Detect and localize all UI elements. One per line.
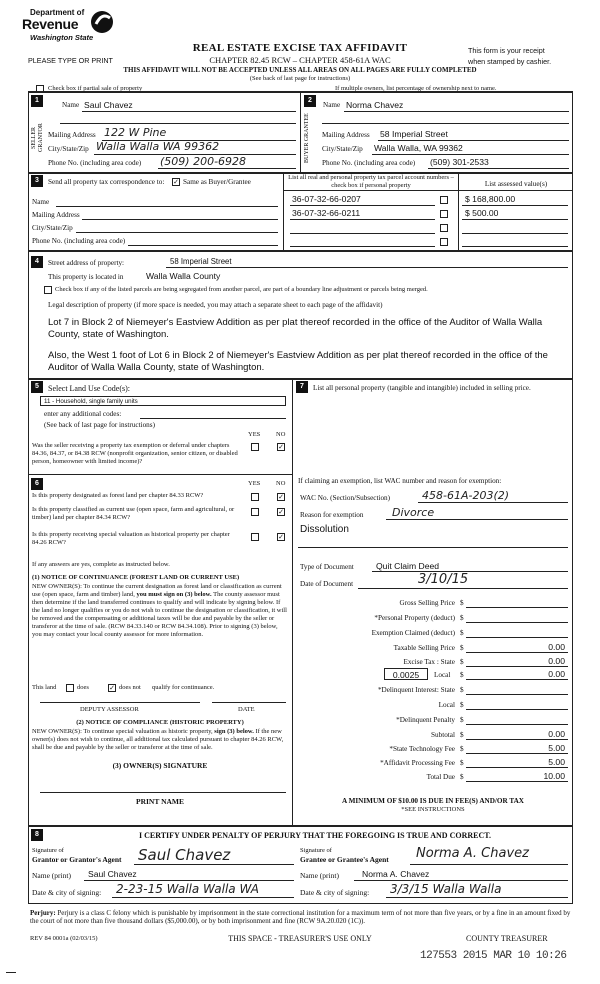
notice-compliance-text: NEW OWNER(S): To continue special valuation as historic property, sign (3) below. If the new owner(s) does not wish to continue, all additional tax calculated pursuant to chapter 84.26 RCW, shall be due and payable by the seller or transferor at the time of sale. bbox=[32, 728, 284, 751]
current-use-no-checkbox[interactable]: ✓ bbox=[278, 508, 284, 516]
buyer-name-label: Name bbox=[323, 101, 341, 109]
dollar-sign: $ bbox=[460, 731, 464, 739]
agency-logo bbox=[8, 6, 118, 50]
exemption-yes-checkbox[interactable] bbox=[251, 443, 259, 451]
wac-label: WAC No. (Section/Subsection) bbox=[300, 494, 391, 502]
forest-no-checkbox[interactable]: ✓ bbox=[278, 493, 284, 501]
seller-mailing-label: Mailing Address bbox=[48, 131, 96, 139]
receipt-note-2: when stamped by cashier. bbox=[468, 57, 552, 66]
deputy-assessor-label: DEPUTY ASSESSOR bbox=[80, 706, 139, 713]
buyer-mailing: 58 Imperial Street bbox=[380, 129, 448, 139]
assessed-header: List assessed value(s) bbox=[484, 180, 548, 188]
reason-label: Reason for exemption bbox=[300, 511, 364, 519]
exemption-claimed-label: Exemption Claimed (deduct) bbox=[371, 629, 455, 637]
affidavit-fee-label: *Affidavit Processing Fee bbox=[380, 759, 455, 767]
segregated-label: Check box if any of the listed parcels are being segregated from another parcel, are part of a boundary line adjustment or parcels being merged. bbox=[55, 286, 428, 293]
s6-yes-header: YES bbox=[248, 480, 261, 487]
notice-continuance-text: NEW OWNER(S): To continue the current designation as forest land or classification as current use (open space, farm and timber) land, you must sign on (3) below. The county assessor must then determine if the land transferred continues to qualify and will indicate by signing below. If the land no longer qualifies or you do not wish to continue the designation or classification, it will be removed and the compensating or additional taxes will be due and payable by the seller or transferor at the time of sale. (RCW 84.33.140 or RCW 84.34.108). Prior to signing (3) below, you may contact your local county assessor for more information. bbox=[32, 583, 287, 638]
doc-date-label: Date of Document bbox=[300, 580, 354, 588]
local-rate: 0.0025 bbox=[392, 670, 420, 680]
dollar-sign: $ bbox=[460, 773, 464, 781]
located-label: This property is located in bbox=[48, 273, 124, 281]
owner-signature-label: (3) OWNER(S) SIGNATURE bbox=[112, 761, 208, 770]
street-address: 58 Imperial Street bbox=[170, 257, 232, 266]
forest-yes-checkbox[interactable] bbox=[251, 493, 259, 501]
seller-phone-label: Phone No. (including area code) bbox=[48, 159, 142, 167]
assessed-value: $ 168,800.00 bbox=[465, 194, 516, 204]
section-1-number: 1 bbox=[31, 95, 43, 107]
wac-number: 458-61A-203(2) bbox=[422, 489, 510, 502]
grantee-name: Norma A. Chavez bbox=[362, 869, 430, 879]
historic-question: Is this property receiving special valuation as historical property per chapter 84.26 RCW? bbox=[32, 531, 230, 546]
buyer-phone-label: Phone No. (including area code) bbox=[322, 159, 416, 167]
parcel-header: List all real and personal property tax parcel account numbers – check box if personal property bbox=[288, 174, 454, 189]
buyer-mailing-label: Mailing Address bbox=[322, 131, 370, 139]
grantee-name-label: Name (print) bbox=[300, 871, 339, 880]
agency-line1: Department of bbox=[30, 8, 85, 17]
grantee-sig-label-2: Grantee or Grantee's Agent bbox=[300, 855, 389, 864]
corr-city-label: City/State/Zip bbox=[32, 224, 73, 232]
grantor-name-label: Name (print) bbox=[32, 871, 71, 880]
section-2-number: 2 bbox=[304, 95, 316, 107]
buyer-name: Norma Chavez bbox=[346, 100, 404, 110]
agency-line2: Revenue bbox=[22, 16, 79, 32]
qualify-label: qualify for continuance. bbox=[152, 684, 215, 691]
current-use-yes-checkbox[interactable] bbox=[251, 508, 259, 516]
historic-no-checkbox[interactable]: ✓ bbox=[278, 533, 284, 541]
tech-fee: 5.00 bbox=[548, 743, 565, 753]
legal-description-label: Legal description of property (if more space is needed, you may attach a separate sheet to each page of the affidavit) bbox=[48, 301, 383, 309]
local-tax: 0.00 bbox=[548, 669, 565, 679]
s5-no-header: NO bbox=[276, 431, 286, 438]
grantor-sig-label-1: Signature of bbox=[32, 847, 64, 854]
doc-date: 3/10/15 bbox=[418, 572, 469, 587]
same-as-buyer-label: Same as Buyer/Grantee bbox=[183, 178, 251, 186]
dollar-sign: $ bbox=[460, 759, 464, 767]
exemption-no-checkbox[interactable]: ✓ bbox=[278, 443, 284, 451]
section-5-number: 5 bbox=[31, 381, 43, 393]
legal-description-1: Lot 7 in Block 2 of Niemeyer's Eastview Addition as per plat thereof recorded in the office of the Auditor of Walla Walla County, state of Washington. bbox=[48, 317, 543, 340]
land-use-value: 11 - Household, single family units bbox=[44, 398, 138, 405]
send-correspondence-label: Send all property tax correspondence to: bbox=[48, 178, 165, 186]
section-4-number: 4 bbox=[31, 256, 43, 268]
dollar-sign: $ bbox=[460, 599, 464, 607]
receipt-note-1: This form is your receipt bbox=[468, 46, 545, 55]
segregated-checkbox[interactable] bbox=[44, 286, 52, 294]
perjury-notice: Perjury: Perjury is a class C felony which is punishable by imprisonment in the state correctional institution for a maximum term of not more than five years, or by a fine in an amount fixed by the court of not more than five thousand dollars ($5,000.00), or by both imprisonment and fine (RCW 9A.20.020 (1C)). bbox=[30, 909, 571, 925]
personal-property-label: List all personal property (tangible and intangible) included in selling price. bbox=[313, 384, 531, 392]
print-name-label: PRINT NAME bbox=[136, 797, 184, 806]
grantor-date-city: 2-23-15 Walla Walla WA bbox=[116, 882, 259, 896]
grantor-signature: Saul Chavez bbox=[138, 846, 231, 864]
doc-type: Quit Claim Deed bbox=[376, 561, 440, 571]
buyer-grantee-label: BUYER GRANTEE bbox=[304, 113, 310, 163]
seller-name: Saul Chavez bbox=[84, 100, 133, 110]
land-use-label: Select Land Use Code(s): bbox=[48, 384, 130, 393]
reason-typed: Dissolution bbox=[300, 524, 349, 535]
legal-description-2: Also, the West 1 foot of Lot 6 in Block 2 of Niemeyer's Eastview Addition as per plat thereof recorded in the office of the Auditor of Walla Walla County, state of Washington. bbox=[48, 350, 548, 373]
seller-name-label: Name bbox=[62, 101, 80, 109]
corr-name-label: Name bbox=[32, 198, 50, 206]
buyer-phone: (509) 301-2533 bbox=[430, 157, 489, 167]
form-statute: CHAPTER 82.45 RCW – CHAPTER 458-61A WAC bbox=[209, 55, 391, 65]
assessed-value: $ 500.00 bbox=[465, 208, 499, 218]
personal-property-checkbox[interactable] bbox=[440, 210, 448, 218]
seller-grantor-label: SELLER GRANTOR bbox=[31, 123, 44, 153]
same-as-buyer-checkbox[interactable]: ✓ bbox=[173, 178, 179, 186]
street-label: Street address of property: bbox=[48, 259, 125, 267]
dollar-sign: $ bbox=[460, 671, 464, 679]
gross-price-label: Gross Selling Price bbox=[399, 599, 455, 607]
s6-no-header: NO bbox=[276, 480, 286, 487]
grantee-date-city: 3/3/15 Walla Walla bbox=[390, 882, 502, 896]
seller-phone: (509) 200-6928 bbox=[160, 155, 247, 168]
reason-handwritten: Divorce bbox=[392, 506, 435, 519]
form-title: REAL ESTATE EXCISE TAX AFFIDAVIT bbox=[192, 42, 408, 54]
dollar-sign: $ bbox=[460, 686, 464, 694]
instructions-note: (See back of last page for instructions) bbox=[249, 75, 351, 82]
delinquent-interest-label: *Delinquent Interest: State bbox=[377, 686, 455, 694]
parcel-number: 36-07-32-66-0207 bbox=[292, 194, 361, 204]
personal-property-checkbox[interactable] bbox=[440, 224, 448, 232]
this-land-label: This land bbox=[32, 684, 57, 691]
grantor-date-label: Date & city of signing: bbox=[32, 888, 102, 897]
subtotal-label: Subtotal bbox=[431, 731, 455, 739]
see-instructions-note: *SEE INSTRUCTIONS bbox=[401, 806, 465, 813]
form-warning: THIS AFFIDAVIT WILL NOT BE ACCEPTED UNLESS ALL AREAS ON ALL PAGES ARE FULLY COMPLETED bbox=[123, 66, 477, 74]
does-not-label: does not bbox=[119, 684, 141, 691]
dollar-sign: $ bbox=[460, 644, 464, 652]
grantor-name: Saul Chavez bbox=[88, 869, 137, 879]
form-id: REV 84 0001a (02/03/15) bbox=[30, 935, 98, 942]
county-treasurer-label: COUNTY TREASURER bbox=[466, 934, 548, 943]
notice-compliance-title: (2) NOTICE OF COMPLIANCE (HISTORIC PROPERTY) bbox=[76, 719, 244, 726]
excise-state: 0.00 bbox=[548, 656, 565, 666]
seller-mailing: 122 W Pine bbox=[104, 126, 167, 139]
local-rate-box bbox=[384, 668, 428, 680]
dollar-sign: $ bbox=[460, 658, 464, 666]
dollar-sign: $ bbox=[460, 745, 464, 753]
exemption-question: Was the seller receiving a property tax exemption or deferral under chapters 84.36, 84.37, or 84.38 RCW (nonprofit organization, senior citizen, or disabled person, homeowner with limited income)? bbox=[32, 442, 238, 465]
delinquent-penalty-label: *Delinquent Penalty bbox=[396, 716, 455, 724]
current-use-question: Is this property classified as current use (open space, farm and agricultural, or timber) land per chapter 84.34 RCW? bbox=[32, 506, 235, 521]
land-use-select[interactable] bbox=[40, 396, 286, 406]
parcel-number: 36-07-32-66-0211 bbox=[292, 208, 361, 218]
subtotal: 0.00 bbox=[548, 729, 565, 739]
affidavit-fee: 5.00 bbox=[548, 757, 565, 767]
seller-city: Walla Walla WA 99362 bbox=[96, 140, 220, 153]
section-8-number: 8 bbox=[31, 829, 43, 841]
section-3-number: 3 bbox=[31, 175, 43, 187]
local-label: Local bbox=[434, 671, 451, 679]
does-not-checkbox[interactable]: ✓ bbox=[109, 684, 115, 692]
delinquent-local-label: Local bbox=[438, 701, 455, 709]
agency-swoosh-icon bbox=[88, 10, 116, 34]
county: Walla Walla County bbox=[146, 271, 221, 281]
partial-sale-label: Check box if partial sale of property bbox=[48, 85, 143, 92]
grantor-sig-label-2: Grantor or Grantor's Agent bbox=[32, 855, 122, 864]
seller-city-label: City/State/Zip bbox=[48, 145, 89, 153]
does-label: does bbox=[77, 684, 89, 691]
total-due-label: Total Due bbox=[426, 773, 455, 781]
tech-fee-label: *State Technology Fee bbox=[389, 745, 455, 753]
buyer-city-label: City/State/Zip bbox=[322, 145, 363, 153]
total-due: 10.00 bbox=[543, 771, 565, 781]
exemption-claim-label: If claiming an exemption, list WAC number and reason for exemption: bbox=[298, 477, 502, 485]
dollar-sign: $ bbox=[460, 701, 464, 709]
forest-question: Is this property designated as forest land per chapter 84.33 RCW? bbox=[32, 492, 204, 499]
dollar-sign: $ bbox=[460, 716, 464, 724]
multiple-owners-note: If multiple owners, list percentage of ownership next to name. bbox=[335, 85, 497, 92]
taxable-price: 0.00 bbox=[548, 642, 565, 652]
s5-yes-header: YES bbox=[248, 431, 261, 438]
buyer-city: Walla Walla, WA 99362 bbox=[374, 143, 463, 153]
minimum-fee-note: A MINIMUM OF $10.00 IS DUE IN FEE(S) AND/OR TAX bbox=[342, 797, 524, 805]
print-instruction: PLEASE TYPE OR PRINT bbox=[28, 56, 113, 65]
certify-statement: I CERTIFY UNDER PENALTY OF PERJURY THAT THE FOREGOING IS TRUE AND CORRECT. bbox=[138, 831, 491, 840]
personal-property-checkbox[interactable] bbox=[440, 196, 448, 204]
dollar-sign: $ bbox=[460, 629, 464, 637]
grantee-sig-label-1: Signature of bbox=[300, 847, 332, 854]
recording-stamp: 127553 2015 MAR 10 10:26 bbox=[420, 950, 567, 962]
personal-property-checkbox[interactable] bbox=[440, 238, 448, 246]
section-7-number: 7 bbox=[296, 381, 308, 393]
if-yes-note: If any answers are yes, complete as instructed below. bbox=[32, 561, 170, 568]
notice-continuance-title: (1) NOTICE OF CONTINUANCE (FOREST LAND OR CURRENT USE) bbox=[32, 574, 240, 581]
section-6-number: 6 bbox=[31, 478, 43, 490]
personal-property-deduct-label: *Personal Property (deduct) bbox=[374, 614, 455, 622]
dollar-sign: $ bbox=[460, 614, 464, 622]
agency-line3: Washington State bbox=[30, 33, 94, 42]
additional-codes-label: enter any additional codes: bbox=[44, 410, 122, 418]
taxable-price-label: Taxable Selling Price bbox=[393, 644, 455, 652]
see-back-label: (See back of last page for instructions) bbox=[44, 421, 155, 429]
excise-state-label: Excise Tax : State bbox=[403, 658, 455, 666]
doc-type-label: Type of Document bbox=[300, 563, 354, 571]
treasurer-space-label: THIS SPACE - TREASURER'S USE ONLY bbox=[228, 934, 372, 943]
grantee-date-label: Date & city of signing: bbox=[300, 888, 370, 897]
date-label: DATE bbox=[238, 706, 255, 713]
corr-mailing-label: Mailing Address bbox=[32, 211, 80, 219]
corr-phone-label: Phone No. (including area code) bbox=[32, 237, 126, 245]
historic-yes-checkbox[interactable] bbox=[251, 533, 259, 541]
does-checkbox[interactable] bbox=[66, 684, 74, 692]
grantee-signature: Norma A. Chavez bbox=[416, 846, 529, 861]
